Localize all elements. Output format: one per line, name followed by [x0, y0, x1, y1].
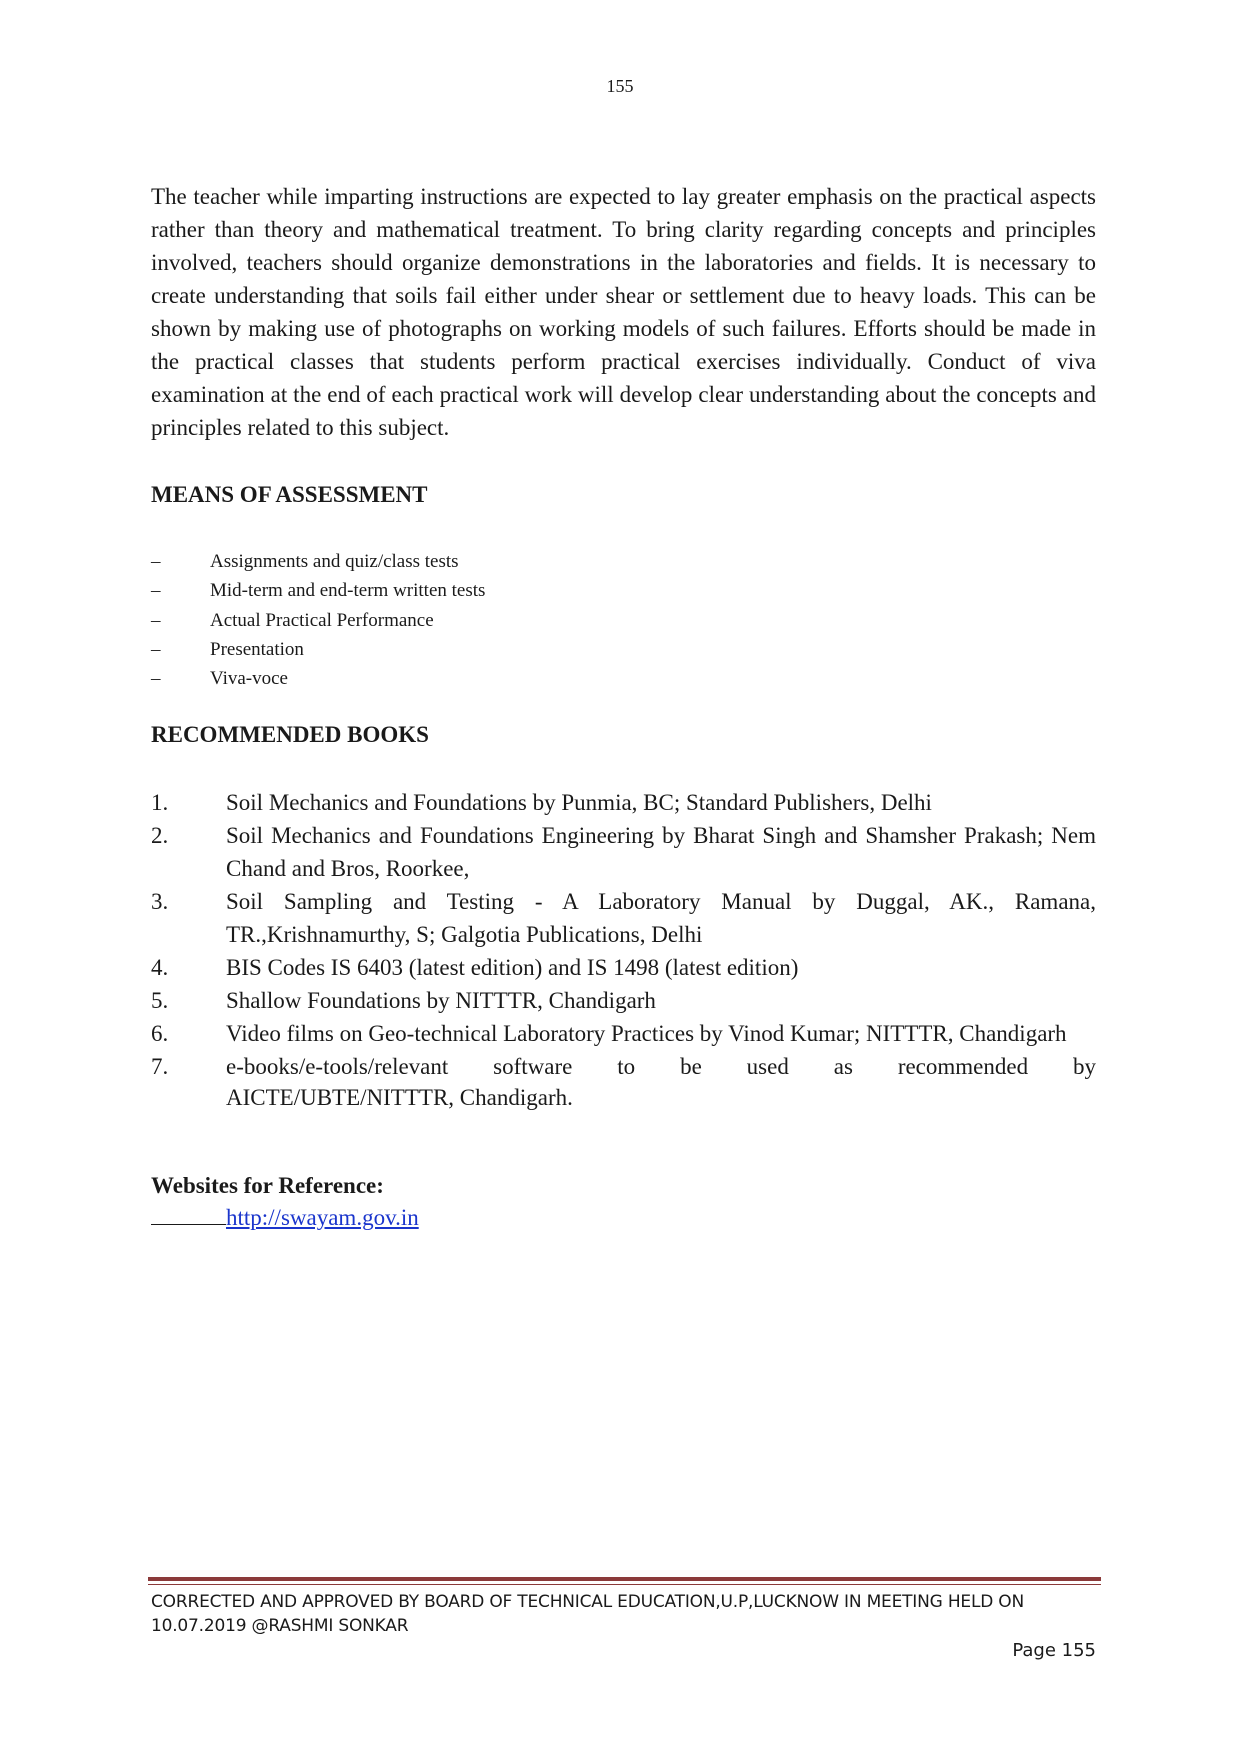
websites-heading: Websites for Reference: [151, 1173, 384, 1198]
bullet-dash: – [151, 580, 161, 602]
page-number-top: 155 [606, 76, 634, 96]
book-entry: Soil Mechanics and Foundations by Punmia, BC; Standard Publishers, Delhi [226, 790, 932, 815]
assessment-item: Viva-voce [210, 668, 288, 690]
list-number: 1. [151, 790, 169, 815]
list-number: 7. [151, 1054, 169, 1079]
assessment-heading: MEANS OF ASSESSMENT [151, 482, 428, 507]
list-number: 5. [151, 988, 169, 1013]
book-entry-line: AICTE/UBTE/NITTTR, Chandigarh. [226, 1085, 573, 1110]
bullet-dash: – [151, 551, 161, 572]
book-entry: Soil Sampling and Testing - A Laboratory Manual by Duggal, AK., Ramana, TR.,Krishnamurthy, S; Galgotia Publications, Delhi [226, 889, 1096, 947]
footer-page-label: Page 155 [1012, 1640, 1096, 1661]
list-item [151, 819, 1096, 885]
websites-link-row [151, 1202, 419, 1231]
book-entry: Shallow Foundations by NITTTR, Chandigarh [226, 988, 656, 1013]
footer-approval-text: CORRECTED AND APPROVED BY BOARD OF TECHNICAL EDUCATION,U.P,LUCKNOW IN MEETING HELD ON 10.07.2019 @RASHMI SONKAR [151, 1592, 1025, 1636]
list-item [151, 984, 1096, 1017]
list-item [151, 1017, 1096, 1050]
intro-paragraph: The teacher while imparting instructions are expected to lay greater emphasis on the practical aspects rather than theory and mathematical treatment. To bring clarity regarding concepts and principles involved, teachers should organize demonstrations in the laboratories and fields. It is necessary to create understanding that soils fail either under shear or settlement due to heavy loads. This can be shown by making use of photographs on working models of such failures. Efforts should be made in the practical classes that students perform practical exercises individually. Conduct of viva examination at the end of each practical work will develop clear understanding about the concepts and principles related to this subject. [151, 184, 1096, 440]
list-item [151, 786, 1096, 819]
bullet-dash: – [151, 638, 161, 660]
list-item [151, 951, 1096, 984]
footer-rule-thin [148, 1584, 1101, 1585]
footer-rule [148, 1577, 1101, 1581]
bullet-dash: – [151, 609, 161, 631]
link-underline-pad [151, 1202, 226, 1225]
list-number: 6. [151, 1021, 169, 1046]
assessment-item: Presentation [210, 638, 304, 660]
list-number: 2. [151, 823, 169, 848]
book-entry-line: e-books/e-tools/relevant software to be used as recommended by [226, 1054, 1096, 1079]
assessment-item: Mid-term and end-term written tests [210, 580, 486, 602]
assessment-item: Actual Practical Performance [210, 609, 434, 631]
bullet-dash: – [151, 668, 161, 690]
list-number: 3. [151, 889, 169, 914]
swayam-link[interactable]: http://swayam.gov.in [226, 1205, 419, 1230]
assessment-item: Assignments and quiz/class tests [210, 551, 459, 572]
book-entry: Video films on Geo-technical Laboratory Practices by Vinod Kumar; NITTTR, Chandigarh [226, 1021, 1067, 1046]
book-entry: BIS Codes IS 6403 (latest edition) and IS 1498 (latest edition) [226, 955, 799, 980]
list-item [151, 1050, 1096, 1112]
books-list [151, 786, 1096, 1112]
books-heading: RECOMMENDED BOOKS [151, 722, 429, 747]
list-item [151, 885, 1096, 951]
book-entry: Soil Mechanics and Foundations Engineering by Bharat Singh and Shamsher Prakash; Nem Chand and Bros, Roorkee, [226, 823, 1096, 881]
list-number: 4. [151, 955, 169, 980]
